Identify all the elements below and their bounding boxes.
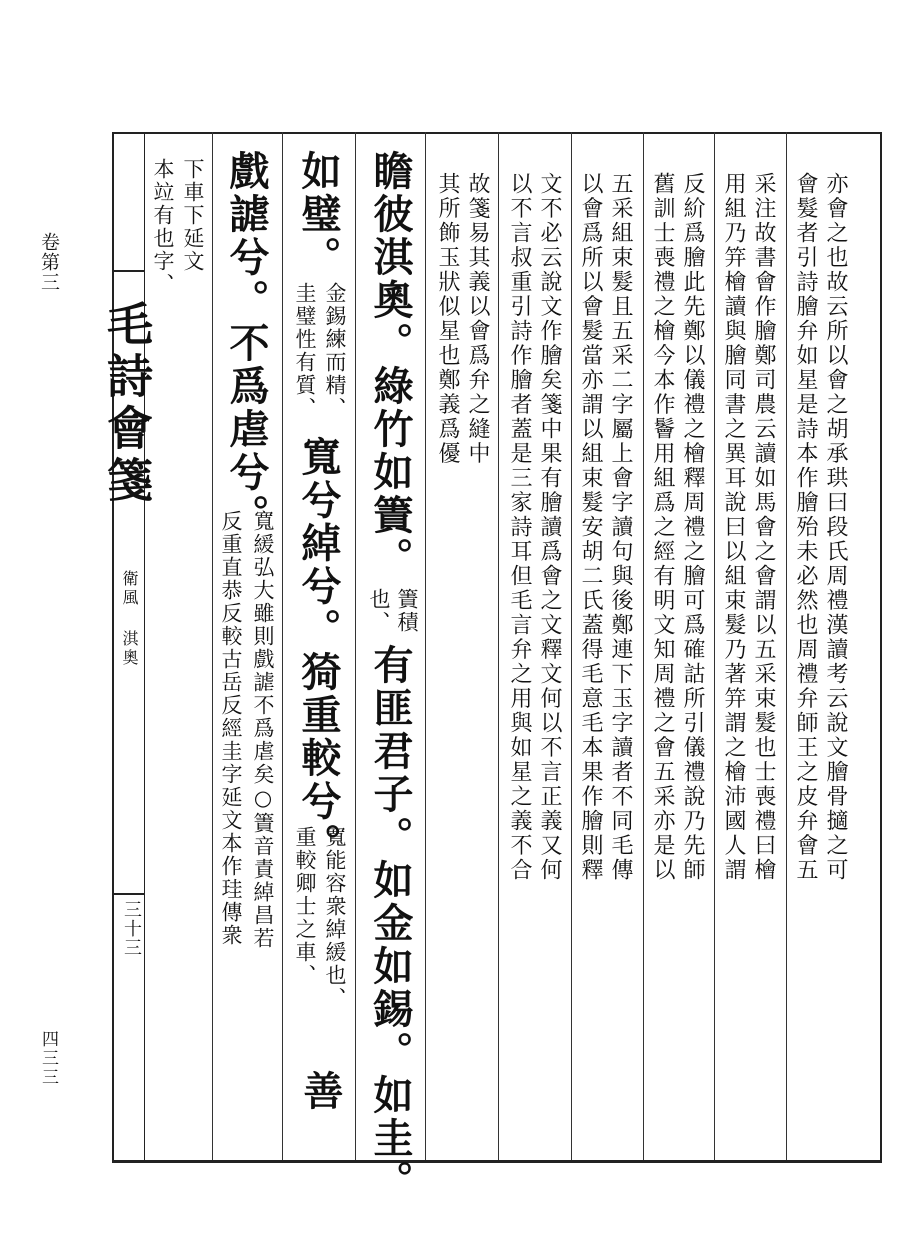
- commentary-column: 故箋易其義以會爲弁之縫中: [465, 172, 490, 466]
- annotation-line: 本竝有也字、: [151, 158, 175, 296]
- spine-fishtail-bottom: [112, 893, 144, 895]
- main-text: 瞻彼淇奧。綠竹如簀。: [367, 150, 414, 580]
- page-number: 四三三: [38, 1030, 58, 1087]
- commentary-column: 以不言叔重引詩作膾者蓋是三家詩耳但毛言弁之用與如星之義不合: [507, 172, 532, 883]
- annotation-line: 下車下延文: [181, 158, 205, 273]
- annotation-line: 反重直恭反較古岳反經圭字延文本作珪傳衆: [219, 510, 243, 947]
- annotation-line: 也、: [367, 588, 391, 634]
- volume-label: 卷第三: [38, 232, 60, 292]
- column-divider: [714, 132, 715, 1160]
- frame-right-rule: [880, 132, 882, 1162]
- chapter-label: 衛風 淇奧: [120, 570, 139, 668]
- main-text: 有匪君子。如金如錫。如圭。: [367, 644, 414, 1203]
- commentary-column: 用組乃笄檜讀與膾同書之異耳說曰以組束髮乃著笄謂之檜沛國人謂: [721, 172, 746, 883]
- commentary-column: 會髮者引詩膾弁如星是詩本作膾殆未必然也周禮弁師王之皮弁會五: [793, 172, 818, 883]
- frame-bottom-rule: [112, 1160, 882, 1163]
- frame-top-rule: [112, 132, 882, 134]
- commentary-column: 其所飾玉狀似星也鄭義爲優: [435, 172, 460, 466]
- column-divider: [571, 132, 572, 1160]
- column-divider: [282, 132, 283, 1160]
- column-divider: [643, 132, 644, 1160]
- book-title: 毛詩會箋: [100, 300, 154, 508]
- column-divider: [498, 132, 499, 1160]
- column-divider: [212, 132, 213, 1160]
- folio-number: 三十三: [121, 900, 142, 957]
- main-text: 寬兮綽兮。猗重較兮。: [295, 436, 342, 866]
- annotation-line: 寬能容衆綽緩也、: [323, 826, 347, 1010]
- spine-left-rule: [112, 132, 114, 1162]
- commentary-column: 五采組束髮且五采二字屬上會字讀句與後鄭連下玉字讀者不同毛傳: [608, 172, 633, 883]
- main-text: 如璧。: [295, 150, 342, 279]
- commentary-column: 亦會之也故云所以會之胡承珙曰段氏周禮漢讀考云說文膾骨擿之可: [823, 172, 848, 883]
- commentary-column: 舊訓士喪禮之檜今本作鬠用組爲之經有明文知周禮之會五采亦是以: [650, 172, 675, 883]
- spine-right-rule: [144, 132, 145, 1162]
- commentary-column: 反紒爲膾此先鄭以儀禮之檜釋周禮之膾可爲確詁所引儀禮說乃先師: [680, 172, 705, 883]
- column-divider: [786, 132, 787, 1160]
- commentary-column: 采注故書會作膾鄭司農云讀如馬會之會謂以五采束髮也士喪禮曰檜: [751, 172, 776, 883]
- annotation-line: 簀積: [395, 588, 419, 634]
- column-divider: [425, 132, 426, 1160]
- column-divider: [355, 132, 356, 1160]
- annotation-line: 寬緩弘大雖則戲謔不爲虐矣○簀音責綽昌若: [251, 510, 275, 950]
- annotation-line: 重較卿士之車、: [293, 826, 317, 987]
- spine-fishtail-top: [112, 270, 144, 272]
- main-text: 戲謔兮。不爲虐兮。: [223, 150, 270, 537]
- main-text: 善: [297, 1070, 344, 1113]
- annotation-line: 圭璧性有質、: [293, 282, 317, 420]
- commentary-column: 文不必云說文作膾矣箋中果有膾讀爲會之文釋文何以不言正義又何: [537, 172, 562, 883]
- annotation-line: 金錫練而精、: [323, 282, 347, 420]
- commentary-column: 以會爲所以會髮當亦謂以組束髮安胡二氏蓋得毛意毛本果作膾則釋: [578, 172, 603, 883]
